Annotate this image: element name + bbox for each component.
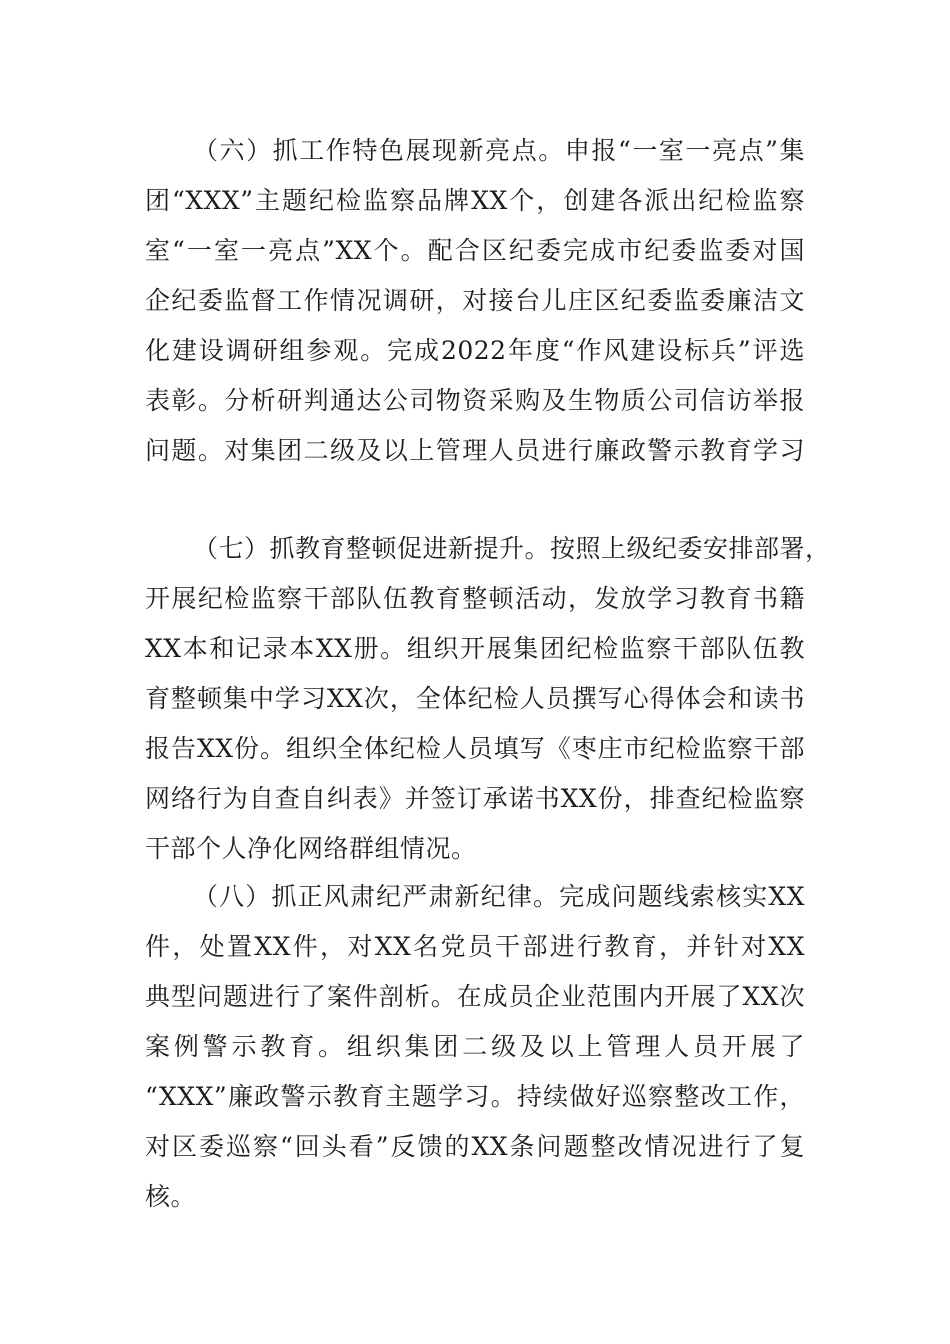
text-line: 对区委巡察“回头看”反馈的XX条问题整改情况进行了复 bbox=[145, 1132, 805, 1161]
text-line: 件，处置XX件，对XX名党员干部进行教育，并针对XX bbox=[145, 932, 805, 961]
text-line: （八）抓正风肃纪严肃新纪律。完成问题线索核实XX bbox=[193, 882, 805, 911]
text-line: （七）抓教育整顿促进新提升。按照上级纪委安排部署， bbox=[193, 534, 831, 563]
text-line: 核。 bbox=[145, 1182, 197, 1211]
text-line: 育整顿集中学习XX次，全体纪检人员撰写心得体会和读书 bbox=[145, 684, 805, 713]
text-line: 案例警示教育。组织集团二级及以上管理人员开展了 bbox=[145, 1032, 805, 1061]
text-line: 报告XX份。组织全体纪检人员填写《枣庄市纪检监察干部 bbox=[145, 734, 805, 763]
text-line: 团“XXX”主题纪检监察品牌XX个，创建各派出纪检监察 bbox=[145, 186, 805, 215]
text-line: 干部个人净化网络群组情况。 bbox=[145, 834, 477, 863]
text-line: 典型问题进行了案件剖析。在成员企业范围内开展了XX次 bbox=[145, 982, 805, 1011]
text-line: XX本和记录本XX册。组织开展集团纪检监察干部队伍教 bbox=[145, 634, 805, 663]
text-line: 企纪委监督工作情况调研，对接台儿庄区纪委监委廉洁文 bbox=[145, 286, 805, 315]
text-line: 问题。对集团二级及以上管理人员进行廉政警示教育学习 bbox=[145, 436, 805, 465]
text-line: 室“一室一亮点”XX个。配合区纪委完成市纪委监委对国 bbox=[145, 236, 805, 265]
text-line: 化建设调研组参观。完成2022年度“作风建设标兵”评选 bbox=[145, 336, 805, 365]
text-line: （六）抓工作特色展现新亮点。申报“一室一亮点”集 bbox=[193, 136, 805, 165]
text-line: 开展纪检监察干部队伍教育整顿活动，发放学习教育书籍 bbox=[145, 584, 805, 613]
text-line: 表彰。分析研判通达公司物资采购及生物质公司信访举报 bbox=[145, 386, 805, 415]
text-line: 网络行为自查自纠表》并签订承诺书XX份，排查纪检监察 bbox=[145, 784, 805, 813]
text-line: “XXX”廉政警示教育主题学习。持续做好巡察整改工作， bbox=[145, 1082, 805, 1111]
